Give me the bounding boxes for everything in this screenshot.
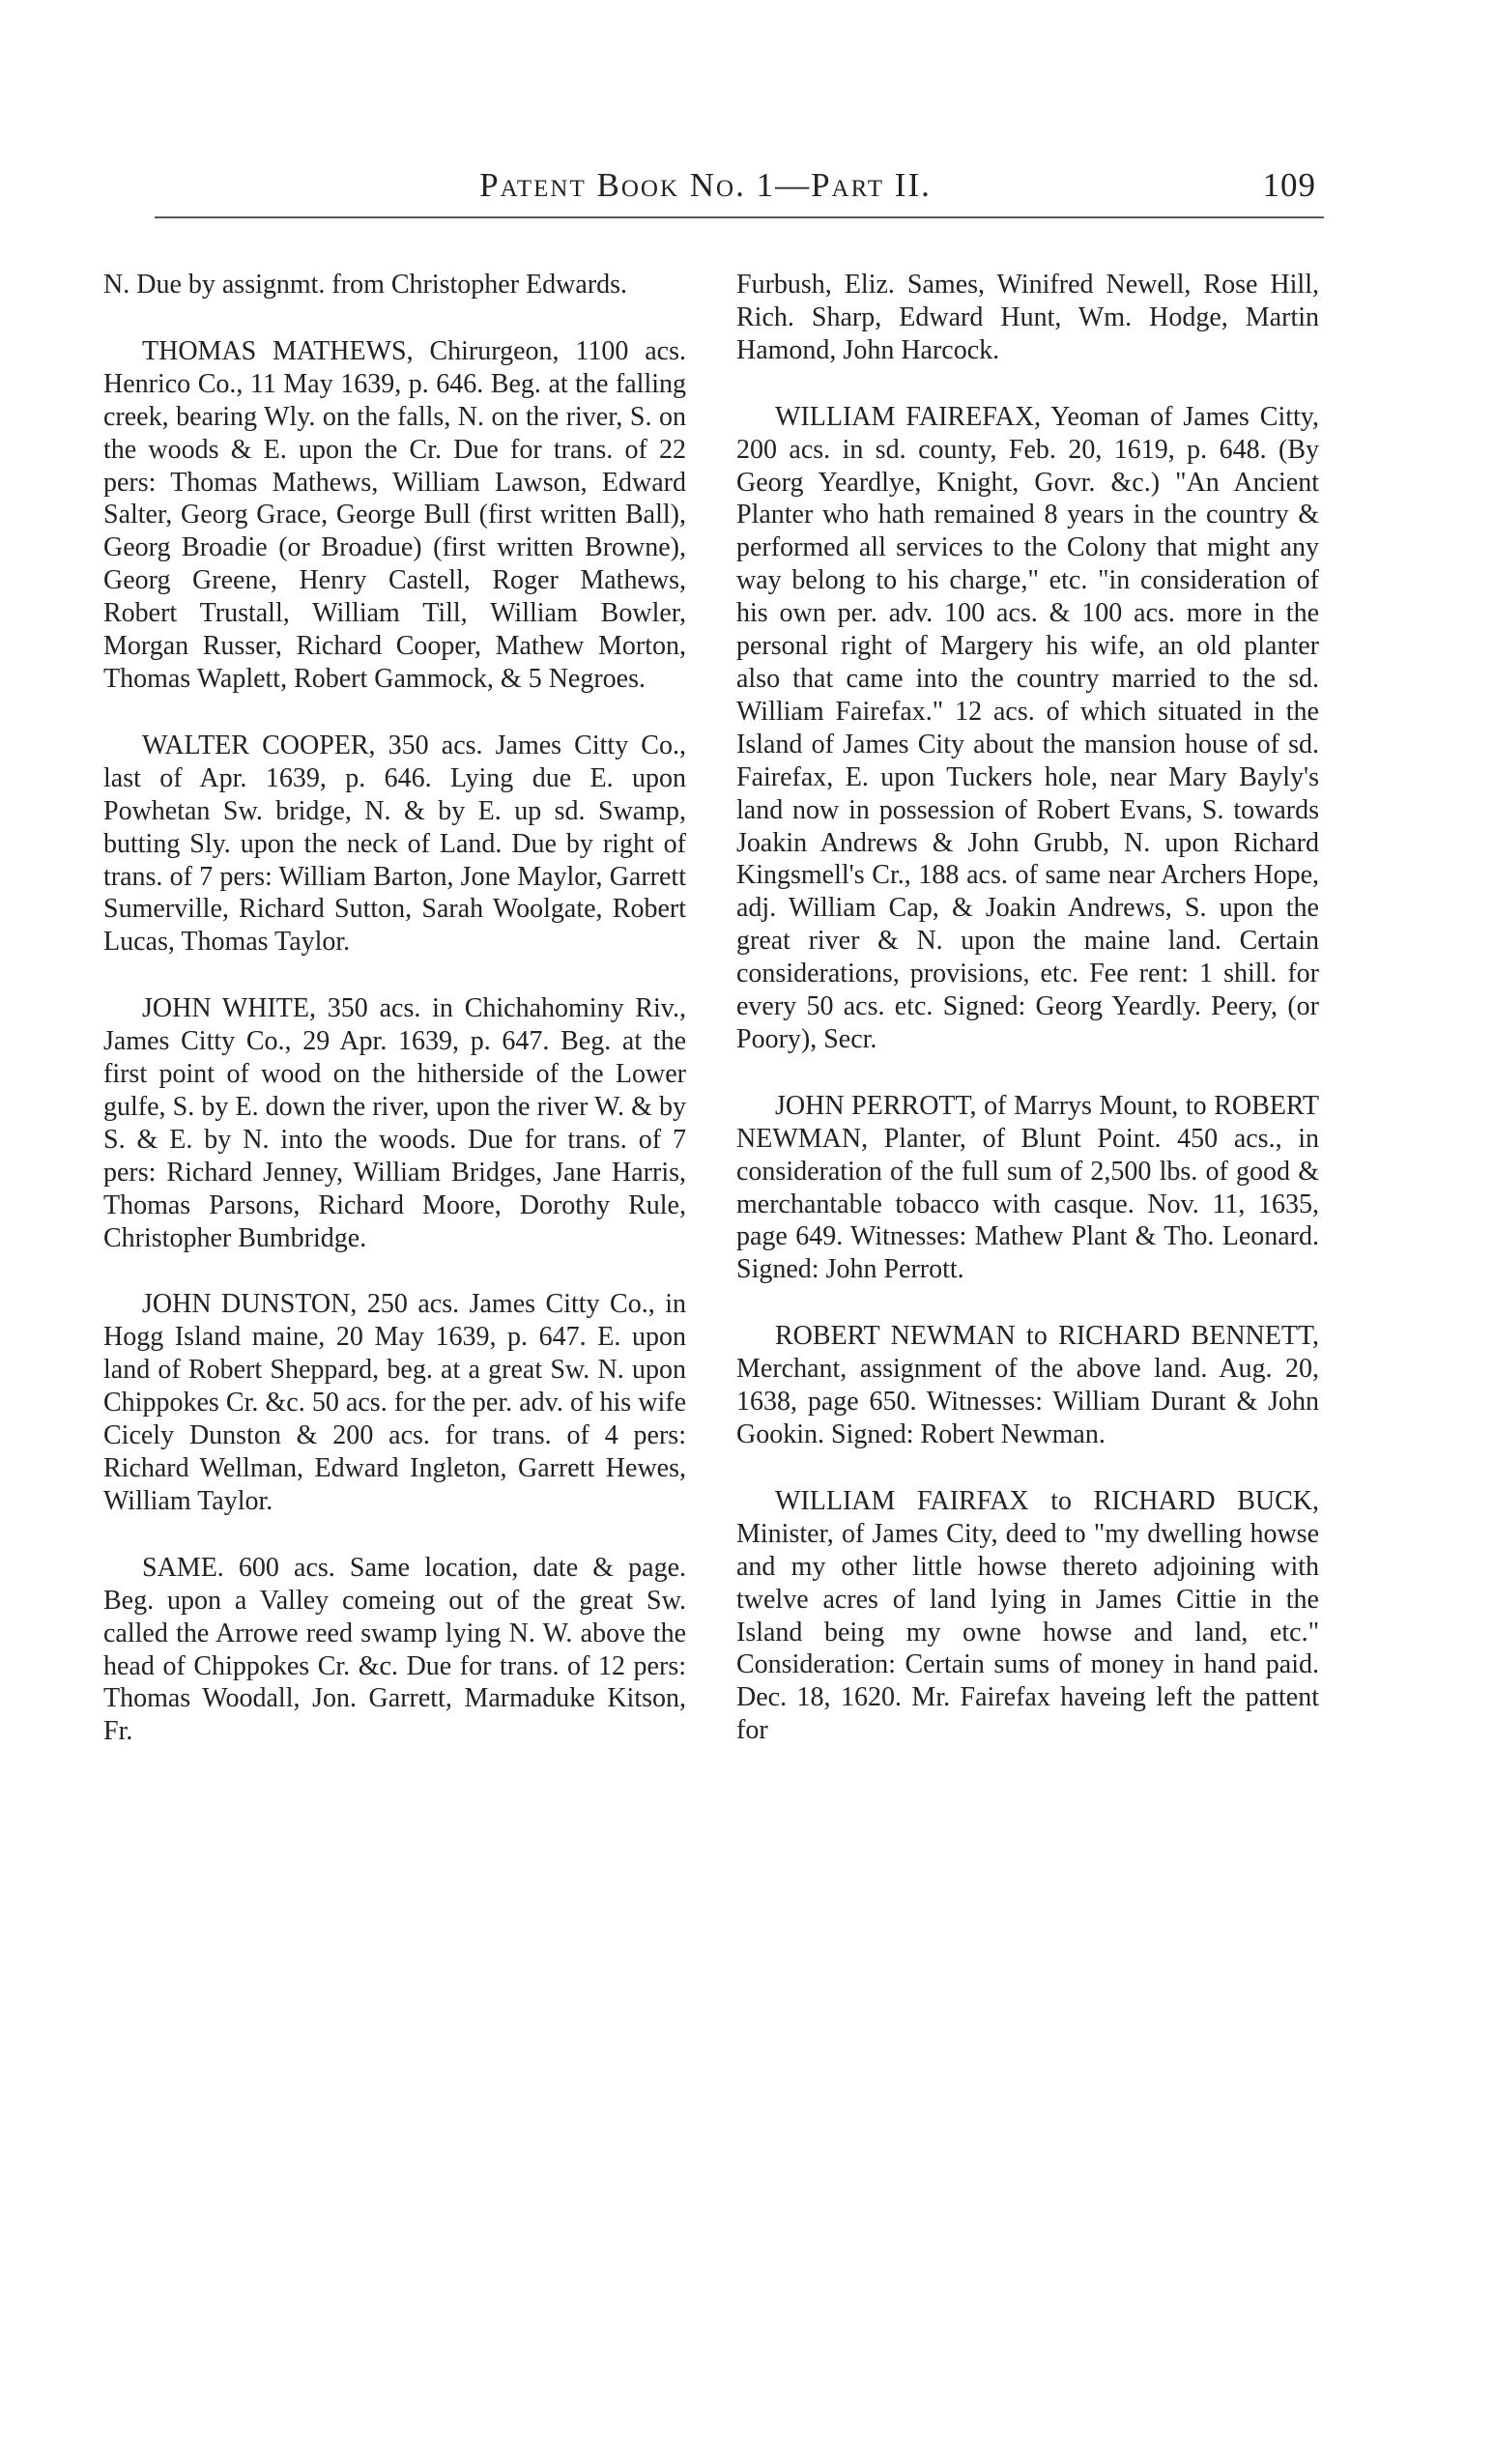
- paragraph: Furbush, Eliz. Sames, Winifred Newell, Rose Hill, Rich. Sharp, Edward Hunt, Wm. Hodge, Martin Hamond, John Harcock.: [736, 270, 1319, 365]
- paragraph: JOHN DUNSTON, 250 acs. James Citty Co., in Hogg Island maine, 20 May 1639, p. 647. E. upon land of Robert Sheppard, beg. at a great Sw. N. upon Chippokes Cr. &c. 50 acs. for the per. adv. of his wife Cicely Dunston & 200 acs. for trans. of 4 pers: Richard Wellman, Edward Ingleton, Garrett Hewes, William Taylor.: [103, 1289, 686, 1516]
- running-header: [155, 166, 1324, 218]
- paragraph: N. Due by assignmt. from Christopher Edwards.: [103, 270, 628, 300]
- paragraph: THOMAS MATHEWS, Chirurgeon, 1100 acs. Henrico Co., 11 May 1639, p. 646. Beg. at the falling creek, bearing Wly. on the falls, N. on the river, S. on the woods & E. upon the Cr. Due for trans. of 22 pers: Thomas Mathews, William Lawson, Edward Salter, Georg Grace, George Bull (first written Ball), Georg Broadie (or Broadue) (first written Browne), Georg Greene, Henry Castell, Roger Mathews, Robert Trustall, William Till, William Bowler, Morgan Russer, Richard Cooper, Mathew Morton, Thomas Waplett, Robert Gammock, & 5 Negroes.: [103, 335, 686, 694]
- right-column: [736, 269, 1319, 1747]
- paragraph: JOHN PERROTT, of Marrys Mount, to ROBERT NEWMAN, Planter, of Blunt Point. 450 acs., in consideration of the full sum of 2,500 lbs. of good & merchantable tobacco with casque. Nov. 11, 1635, page 649. Witnesses: Mathew Plant & Tho. Leonard. Signed: John Perrott.: [736, 1090, 1319, 1285]
- paragraph: SAME. 600 acs. Same location, date & page. Beg. upon a Valley comeing out of the great Sw. called the Arrowe reed swamp lying N. W. above the head of Chippokes Cr. &c. Due for trans. of 12 pers: Thomas Woodall, Jon. Garrett, Marmaduke Kitson, Fr.: [103, 1552, 686, 1747]
- header-title: Patent Book No. 1—Part II.: [479, 166, 932, 204]
- paragraph: WILLIAM FAIRFAX to RICHARD BUCK, Minister, of James City, deed to "my dwelling howse and my other little howse thereto adjoining with twelve acres of land lying in James Cittie in the Island being my owne howse and land, etc." Consideration: Certain sums of money in hand paid. Dec. 18, 1620. Mr. Fairefax haveing left the pattent for: [736, 1485, 1319, 1746]
- paragraph: WALTER COOPER, 350 acs. James Citty Co., last of Apr. 1639, p. 646. Lying due E. upon Powhetan Sw. bridge, N. & by E. up sd. Swamp, butting Sly. upon the neck of Land. Due by right of trans. of 7 pers: William Barton, Jone Maylor, Garrett Sumerville, Richard Sutton, Sarah Woolgate, Robert Lucas, Thomas Taylor.: [103, 730, 686, 958]
- paragraph: JOHN WHITE, 350 acs. in Chichahominy Riv., James Citty Co., 29 Apr. 1639, p. 647. Beg. at the first point of wood on the hitherside of the Lower gulfe, S. by E. down the river, upon the river W. & by S. & E. by N. into the woods. Due for trans. of 7 pers: Richard Jenney, William Bridges, Jane Harris, Thomas Parsons, Richard Moore, Dorothy Rule, Christopher Bumbridge.: [103, 993, 686, 1253]
- left-column: [103, 269, 686, 1748]
- page-number: 109: [1262, 166, 1316, 204]
- paragraph: ROBERT NEWMAN to RICHARD BENNETT, Merchant, assignment of the above land. Aug. 20, 1638, page 650. Witnesses: William Durant & John Gookin. Signed: Robert Newman.: [736, 1321, 1319, 1449]
- paragraph: WILLIAM FAIREFAX, Yeoman of James Citty, 200 acs. in sd. county, Feb. 20, 1619, p. 648. (By Georg Yeardlye, Knight, Govr. &c.) "An Ancient Planter who hath remained 8 years in the country & performed all services to the Colony that might any way belong to his charge," etc. "in consideration of his own per. adv. 100 acs. & 100 acs. more in the personal right of Margery his wife, an old planter also that came into the country married to the sd. William Fairefax." 12 acs. of which situated in the Island of James City about the mansion house of sd. Fairefax, E. upon Tuckers hole, near Mary Bayly's land now in possession of Robert Evans, S. towards Joakin Andrews & John Grubb, N. upon Richard Kingsmell's Cr., 188 acs. of same near Archers Hope, adj. William Cap, & Joakin Andrews, S. upon the great river & N. upon the maine land. Certain considerations, provisions, etc. Fee rent: 1 shill. for every 50 acs. etc. Signed: Georg Yeardly. Peery, (or Poory), Secr.: [736, 401, 1319, 1054]
